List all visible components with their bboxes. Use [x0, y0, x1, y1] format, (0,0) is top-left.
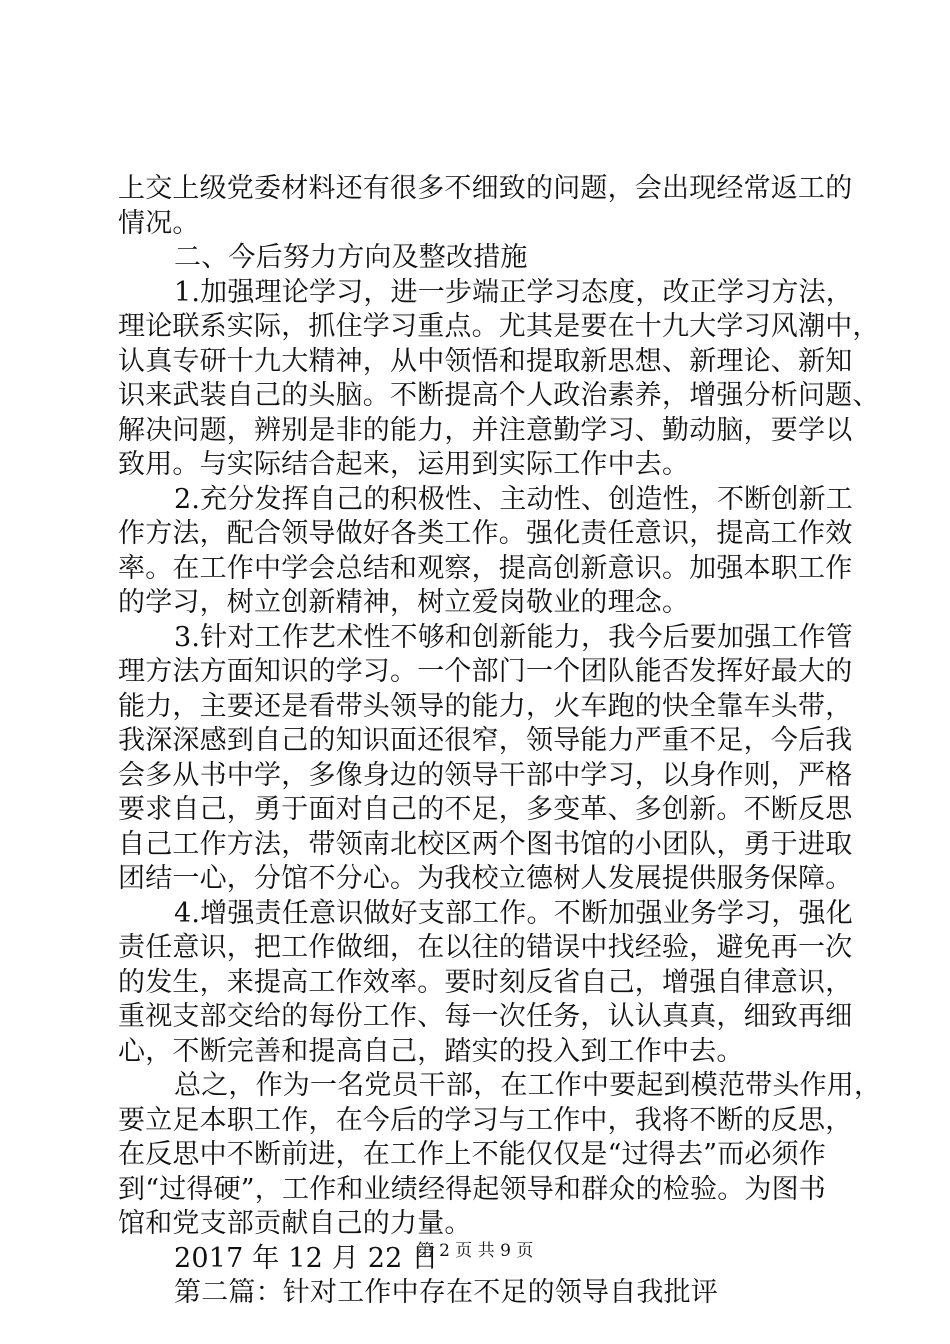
text-line: 情况。: [118, 207, 200, 239]
text-line: 总之，作为一名党员干部，在工作中要起到模范带头作用，: [174, 1070, 882, 1101]
text-line: 会多从书中学，多像身边的领导干部中学习，以身作则，严格: [118, 759, 853, 791]
text-line: 识来武装自己的头脑。不断提高个人政治素养，增强分析问题、: [118, 380, 880, 411]
text-line: 认真专研十九大精神，从中领悟和提取新思想、新理论、新知: [118, 345, 853, 377]
text-line: 的学习，树立创新精神，树立爱岗敬业的理念。: [118, 587, 690, 618]
text-line: 2.充分发挥自己的积极性、主动性、创造性，不断创新工: [174, 483, 853, 515]
section-heading: 二、今后努力方向及整改措施: [174, 242, 528, 273]
text-line: 率。在工作中学会总结和观察，提高创新意识。加强本职工作: [118, 552, 853, 584]
text-line: 3.针对工作艺术性不够和创新能力，我今后要加强工作管: [174, 621, 853, 653]
text-line: 在反思中不断前进，在工作上不能仅仅是“过得去”而必须作: [118, 1139, 827, 1170]
text-line: 上交上级党委材料还有很多不细致的问题，会出现经常返工的: [118, 173, 853, 204]
text-line: 心，不断完善和提高自己，踏实的投入到工作中去。: [118, 1035, 744, 1067]
text-line: 重视支部交给的每份工作、每一次任务，认认真真，细致再细: [118, 1001, 853, 1032]
document-date: 2017 年 12 月 22 日: [174, 1242, 439, 1274]
text-line: 致用。与实际结合起来，运用到实际工作中去。: [118, 449, 690, 480]
text-line: 团结一心，分馆不分心。为我校立德树人发展提供服务保障。: [118, 863, 853, 894]
page-number-footer: 第 2 页 共 9 页: [416, 1241, 534, 1261]
text-line: 理方法方面知识的学习。一个部门一个团队能否发挥好最大的: [118, 656, 853, 687]
text-line: 4.增强责任意识做好支部工作。不断加强业务学习，强化: [174, 897, 853, 929]
text-line: 作方法，配合领导做好各类工作。强化责任意识，提高工作效: [118, 518, 853, 549]
document-body: [118, 172, 882, 1311]
text-line: 能力，主要还是看带头领导的能力，火车跑的快全靠车头带，: [118, 690, 853, 722]
text-line: 理论联系实际，抓住学习重点。尤其是要在十九大学习风潮中，: [118, 311, 880, 342]
text-line: 责任意识，把工作做细，在以往的错误中找经验，避免再一次: [118, 932, 853, 963]
text-line: 馆和党支部贡献自己的力量。: [118, 1208, 472, 1239]
text-line: 1.加强理论学习，进一步端正学习态度，改正学习方法，: [174, 276, 853, 308]
text-line: 要立足本职工作，在今后的学习与工作中，我将不断的反思，: [118, 1104, 853, 1136]
text-line: 自己工作方法，带领南北校区两个图书馆的小团队，勇于进取: [118, 828, 853, 860]
text-line: 到“过得硬”，工作和业绩经得起领导和群众的检验。为图书: [118, 1173, 827, 1205]
text-line: 我深深感到自己的知识面还很窄，领导能力严重不足，今后我: [118, 725, 853, 756]
section-heading: 第二篇：针对工作中存在不足的领导自我批评: [174, 1277, 718, 1308]
text-line: 要求自己，勇于面对自己的不足，多变革、多创新。不断反思: [118, 794, 853, 825]
text-line: 的发生，来提高工作效率。要时刻反省自己，增强自律意识，: [118, 966, 853, 998]
text-line: 解决问题，辨别是非的能力，并注意勤学习、勤动脑，要学以: [118, 414, 853, 446]
